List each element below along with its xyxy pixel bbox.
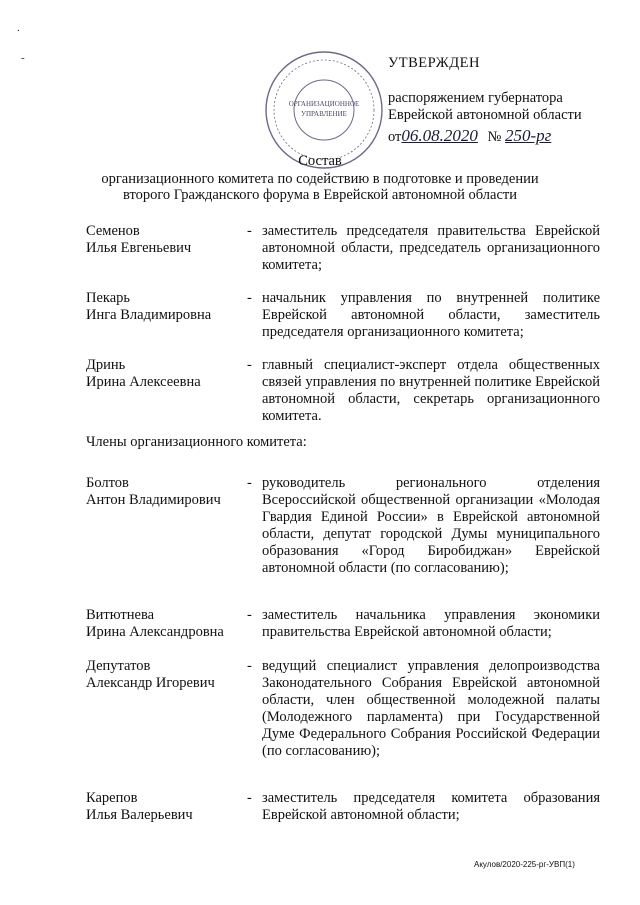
member-description: руководитель регионального отделения Всероссийской общественной организации «Молодая Гвардия Единой России» в Еврейской автономной области, депутат городской Думы муниципального образования «Город Биробиджан» Еврейской автономной области (по согласованию); [262,475,600,576]
approved-title: УТВЕРЖДЕН [388,55,480,71]
person-description: заместитель председателя правительства Еврейской автономной области, председатель организационного комитета; [262,223,600,273]
svg-text:УПРАВЛЕНИЕ: УПРАВЛЕНИЕ [301,110,347,118]
member-name [86,790,251,824]
person-first-name: Ирина Алексеевна [86,374,201,390]
member-description: ведущий специалист управления делопроизводства Законодательного Собрания Еврейской автономной области, член общественной молодежной палаты (Молодежного парламента) при Государственной Думе Федерального Собрания Российской Федерации (по согласованию); [262,658,600,759]
dash: - [247,475,252,491]
person-first-name: Илья Евгеньевич [86,240,192,256]
person-last-name: Семенов [86,223,140,239]
member-first-name: Александр Игоревич [86,675,215,691]
heading-line-1: организационного комитета по содействию в подготовке и проведении [101,171,539,187]
member-last-name: Витютнева [86,607,155,623]
member-name [86,658,251,692]
dash: - [247,290,252,306]
person-description: главный специалист-эксперт отдела общественных связей управления по внутренней политике Еврейской автономной области, секретарь организационного комитета. [262,357,600,424]
dash: - [247,607,252,623]
member-name [86,475,251,509]
member-description: заместитель председателя комитета образования Еврейской автономной области; [262,790,600,823]
member-last-name: Депутатов [86,658,151,674]
document-title: Состав [298,153,342,169]
scan-mark: - [21,52,25,64]
approval-block [388,55,582,146]
approval-line-2: Еврейской автономной области [388,107,582,123]
member-last-name: Болтов [86,475,129,491]
scan-mark: . [17,22,20,34]
person-description: начальник управления по внутренней политике Еврейской автономной области, заместитель председателя организационного комитета; [262,290,600,340]
member-first-name: Ирина Александровна [86,624,224,640]
dash: - [247,357,252,373]
member-description: заместитель начальника управления экономики правительства Еврейской автономной области; [262,607,600,640]
approval-date-line [388,127,582,146]
members-label: Члены организационного комитета: [86,434,307,450]
approval-line-1: распоряжением губернатора [388,90,563,106]
member-first-name: Илья Валерьевич [86,807,193,823]
person-name [86,290,251,324]
dash: - [247,790,252,806]
dash: - [247,223,252,239]
heading-line-2: второго Гражданского форума в Еврейской автономной области [122,187,518,203]
person-name [86,223,251,257]
person-last-name: Пекарь [86,290,131,306]
number-sign: № [487,129,502,145]
footer-code: Акулов/2020-225-рг-УВП(1) [474,860,575,869]
approval-date: 06.08.2020 [401,126,478,145]
date-prefix: от [388,129,402,145]
svg-text:ОРГАНИЗАЦИОННОЕ: ОРГАНИЗАЦИОННОЕ [288,100,360,108]
person-last-name: Дринь [86,357,126,373]
member-name [86,607,251,641]
dash: - [247,658,252,674]
approval-number: 250-рг [505,126,552,145]
person-name [86,357,251,391]
person-first-name: Инга Владимировна [86,307,212,323]
member-first-name: Антон Владимирович [86,492,221,508]
member-last-name: Карепов [86,790,138,806]
